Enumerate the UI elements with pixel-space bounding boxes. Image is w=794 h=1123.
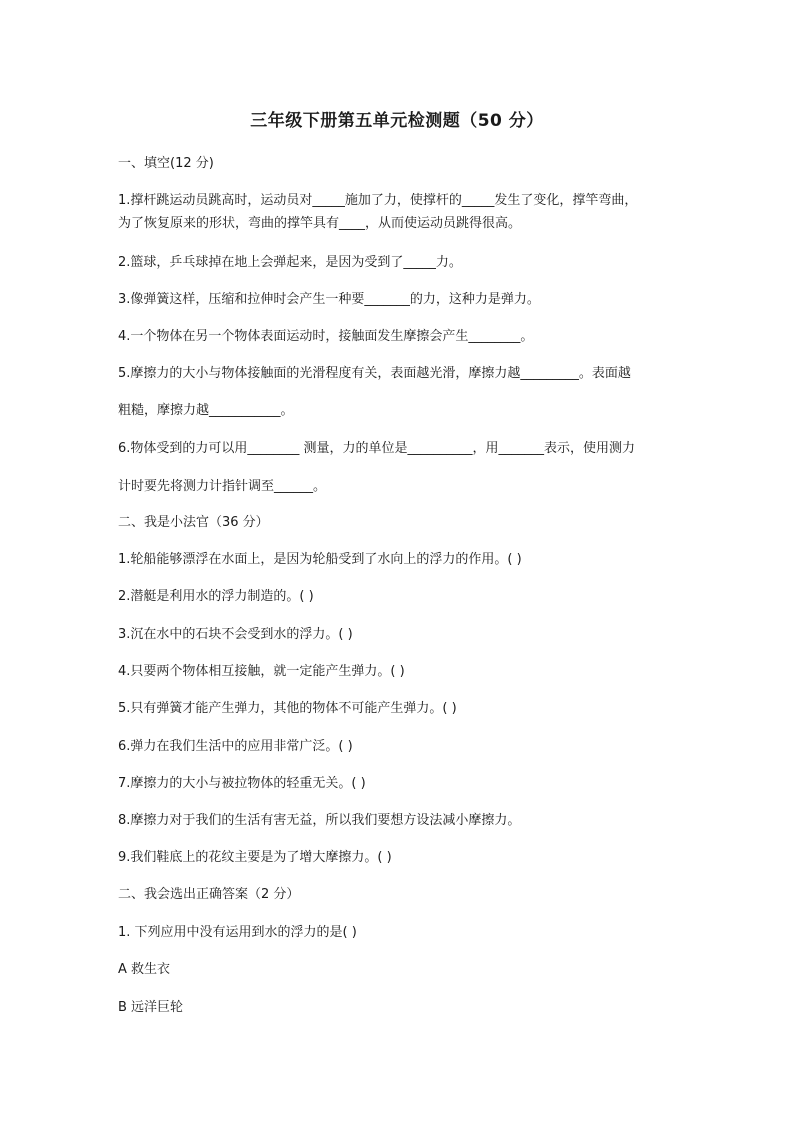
judge-item: 7.摩擦力的大小与被拉物体的轻重无关。( ) — [118, 776, 366, 791]
fill-line: 2.篮球，乒乓球掉在地上会弹起来，是因为受到了_____力。 — [118, 255, 462, 270]
fill-line: 5.摩擦力的大小与物体接触面的光滑程度有关，表面越光滑，摩擦力越_________。表面越 — [118, 366, 631, 381]
judge-item: 4.只要两个物体相互接触，就一定能产生弹力。( ) — [118, 664, 405, 679]
judge-item: 2.潜艇是利用水的浮力制造的。( ) — [118, 589, 314, 604]
judge-item: 9.我们鞋底上的花纹主要是为了增大摩擦力。( ) — [118, 850, 392, 865]
section1-heading: 一、填空(12 分) — [118, 156, 214, 171]
fill-line: 计时要先将测力计指针调至______。 — [118, 479, 327, 494]
judge-item: 3.沉在水中的石块不会受到水的浮力。( ) — [118, 627, 353, 642]
fill-line: 1.撑杆跳运动员跳高时，运动员对_____施加了力，使撑杆的_____发生了变化，撑竿弯曲， — [118, 193, 638, 208]
fill-line: 粗糙，摩擦力越___________。 — [118, 403, 294, 418]
fill-line: 3.像弹簧这样，压缩和拉伸时会产生一种要_______的力，这种力是弹力。 — [118, 292, 540, 307]
choice-question: 1. 下列应用中没有运用到水的浮力的是( ) — [118, 925, 357, 940]
judge-item: 6.弹力在我们生活中的应用非常广泛。( ) — [118, 739, 353, 754]
choice-option-b: B 远洋巨轮 — [118, 1000, 184, 1015]
page-title: 三年级下册第五单元检测题（50 分） — [250, 111, 544, 131]
section2-heading: 二、我是小法官（36 分） — [118, 515, 269, 530]
fill-line: 为了恢复原来的形状，弯曲的撑竿具有____，从而使运动员跳得很高。 — [118, 216, 522, 231]
judge-item: 8.摩擦力对于我们的生活有害无益，所以我们要想方设法减小摩擦力。 — [118, 813, 521, 828]
fill-line: 6.物体受到的力可以用________ 测量，力的单位是__________，用_______表示，使用测力 — [118, 441, 636, 456]
fill-line: 4.一个物体在另一个物体表面运动时，接触面发生摩擦会产生________。 — [118, 329, 534, 344]
choice-option-a: A 救生衣 — [118, 962, 171, 977]
section3-heading: 二、我会选出正确答案（2 分） — [118, 887, 300, 902]
judge-item: 5.只有弹簧才能产生弹力，其他的物体不可能产生弹力。( ) — [118, 701, 457, 716]
judge-item: 1.轮船能够漂浮在水面上，是因为轮船受到了水向上的浮力的作用。( ) — [118, 552, 522, 567]
